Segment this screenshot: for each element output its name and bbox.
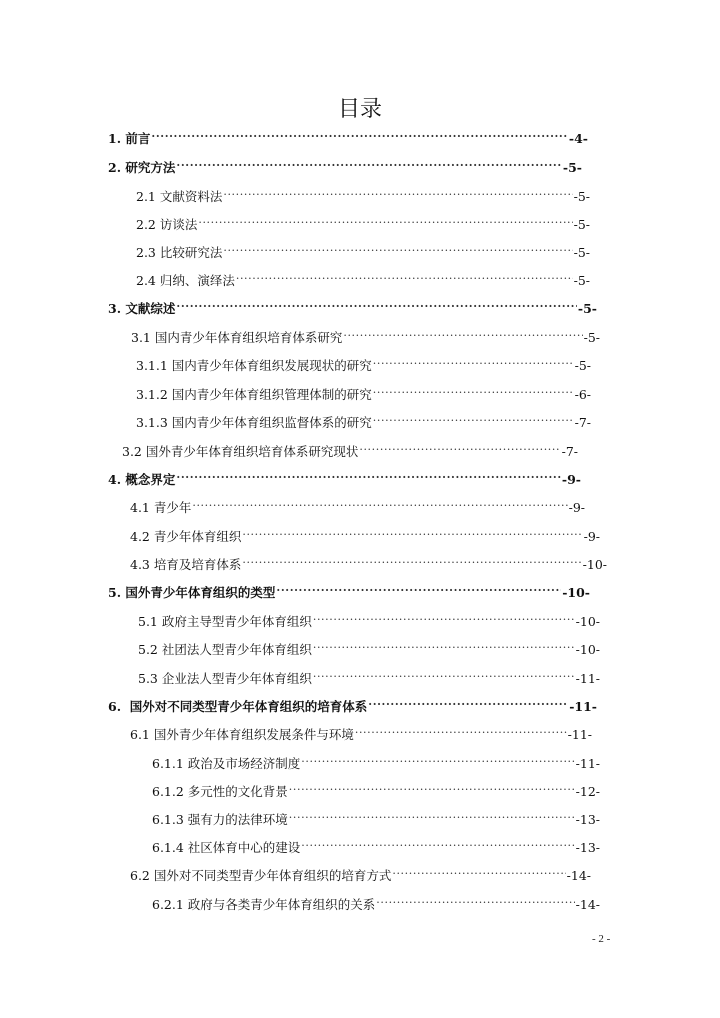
toc-entry-2-4[interactable]	[136, 270, 590, 290]
toc-dot-leader	[392, 865, 565, 885]
toc-dot-leader	[376, 894, 574, 914]
toc-entry-6-2[interactable]	[130, 865, 591, 885]
toc-entry-text: 4.1 青少年	[130, 500, 192, 515]
toc-entry-3-1-1[interactable]	[136, 355, 591, 375]
toc-entry-2-3[interactable]	[136, 242, 590, 262]
toc-entry-page: -14-	[566, 867, 591, 883]
toc-entry-text: 5. 国外青少年体育组织的类型	[108, 585, 276, 600]
toc-entry-page: -10-	[575, 641, 600, 657]
toc-dot-leader	[368, 696, 568, 716]
toc-dot-leader	[313, 668, 575, 688]
toc-entry-5-2[interactable]	[138, 639, 600, 659]
toc-entry-page: -10-	[575, 613, 600, 629]
toc-entry-page: -7-	[574, 414, 591, 430]
toc-entry-text: 3.1.3 国内青少年体育组织监督体系的研究	[136, 415, 372, 430]
toc-dot-leader	[242, 526, 582, 546]
toc-entry-5-1[interactable]	[138, 611, 600, 631]
toc-entry-page: -11-	[575, 755, 600, 771]
toc-entry-page: -9-	[561, 471, 581, 487]
toc-entry-3-2[interactable]	[122, 441, 578, 461]
toc-dot-leader	[192, 497, 567, 517]
toc-entry-4-2[interactable]	[130, 526, 600, 546]
toc-dot-leader	[373, 384, 574, 404]
toc-entry-text: 5.2 社团法人型青少年体育组织	[138, 642, 312, 657]
toc-entry-3[interactable]	[108, 298, 597, 318]
toc-entry-page: -13-	[575, 839, 600, 855]
toc-entry-text: 2.2 访谈法	[136, 217, 198, 232]
toc-entry-text: 5.1 政府主导型青少年体育组织	[138, 614, 312, 629]
toc-entry-page: -5-	[562, 159, 582, 175]
toc-entry-page: -11-	[567, 726, 592, 742]
toc-entry-2[interactable]	[108, 157, 582, 177]
toc-entry-6-1-2[interactable]	[152, 781, 600, 801]
toc-entry-text: 6.1 国外青少年体育组织发展条件与环境	[130, 727, 354, 742]
toc-entry-6-2-1[interactable]	[152, 894, 600, 914]
toc-entry-3-1[interactable]	[131, 327, 600, 347]
toc-entry-text: 6. 国外对不同类型青少年体育组织的培育体系	[108, 699, 368, 714]
toc-entry-page: -4-	[568, 130, 588, 146]
toc-entry-3-1-3[interactable]	[136, 412, 591, 432]
toc-entry-page: -5-	[573, 244, 590, 260]
page-title: 目录	[337, 97, 382, 122]
toc-entry-4-3[interactable]	[130, 554, 607, 574]
toc-entry-page: -5-	[574, 357, 591, 373]
toc-entry-6-1-4[interactable]	[152, 837, 600, 857]
toc-dot-leader	[176, 298, 577, 318]
toc-entry-text: 3.1.1 国内青少年体育组织发展现状的研究	[136, 358, 372, 373]
toc-dot-leader	[276, 582, 561, 602]
toc-entry-text: 2.1 文献资料法	[136, 189, 223, 204]
toc-entry-text: 1. 前言	[108, 131, 151, 146]
toc-entry-page: -5-	[577, 300, 597, 316]
toc-entry-page: -5-	[583, 329, 600, 345]
toc-entry-page: -6-	[574, 386, 591, 402]
toc-entry-text: 6.1.3 强有力的法律环境	[152, 812, 288, 827]
toc-entry-5[interactable]	[108, 582, 590, 602]
toc-entry-page: -11-	[575, 670, 600, 686]
toc-dot-leader	[343, 327, 582, 347]
toc-entry-text: 2.3 比较研究法	[136, 245, 223, 260]
toc-entry-6[interactable]	[108, 696, 597, 716]
toc-dot-leader	[223, 242, 572, 262]
toc-entry-page: -14-	[575, 896, 600, 912]
toc-dot-leader	[301, 753, 574, 773]
toc-entry-text: 4. 概念界定	[108, 472, 176, 487]
toc-entry-5-3[interactable]	[138, 668, 600, 688]
toc-entry-page: -12-	[575, 783, 600, 799]
toc-entry-page: -5-	[573, 188, 590, 204]
toc-entry-text: 2. 研究方法	[108, 160, 176, 175]
toc-dot-leader	[198, 214, 572, 234]
toc-dot-leader	[242, 554, 581, 574]
toc-dot-leader	[176, 469, 561, 489]
toc-dot-leader	[373, 412, 574, 432]
toc-entry-3-1-2[interactable]	[136, 384, 591, 404]
toc-entry-text: 3.1.2 国内青少年体育组织管理体制的研究	[136, 387, 372, 402]
toc-entry-4-1[interactable]	[130, 497, 585, 517]
toc-dot-leader	[359, 441, 560, 461]
toc-entry-text: 6.1.1 政治及市场经济制度	[152, 756, 301, 771]
toc-entry-text: 3. 文献综述	[108, 301, 176, 316]
toc-dot-leader	[313, 611, 575, 631]
toc-entry-page: -5-	[573, 272, 590, 288]
toc-entry-text: 6.2 国外对不同类型青少年体育组织的培育方式	[130, 868, 392, 883]
toc-dot-leader	[176, 157, 562, 177]
toc-entry-page: -5-	[573, 216, 590, 232]
toc-entry-page: -10-	[582, 556, 607, 572]
toc-dot-leader	[236, 270, 573, 290]
toc-dot-leader	[289, 809, 575, 829]
toc-dot-leader	[313, 639, 575, 659]
toc-entry-text: 3.2 国外青少年体育组织培育体系研究现状	[122, 444, 359, 459]
toc-entry-page: -11-	[569, 698, 597, 714]
toc-entry-6-1-1[interactable]	[152, 753, 600, 773]
toc-entry-2-2[interactable]	[136, 214, 590, 234]
page-number: - 2 -	[592, 933, 611, 945]
toc-entry-page: -10-	[562, 584, 590, 600]
toc-entry-6-1-3[interactable]	[152, 809, 600, 829]
toc-dot-leader	[223, 186, 572, 206]
toc-dot-leader	[301, 837, 574, 857]
toc-dot-leader	[373, 355, 574, 375]
toc-entry-2-1[interactable]	[136, 186, 590, 206]
toc-entry-page: -9-	[568, 499, 585, 515]
toc-dot-leader	[355, 724, 567, 744]
toc-dot-leader	[289, 781, 575, 801]
toc-entry-text: 5.3 企业法人型青少年体育组织	[138, 671, 312, 686]
toc-entry-page: -13-	[575, 811, 600, 827]
toc-entry-page: -7-	[561, 443, 578, 459]
toc-entry-text: 6.1.2 多元性的文化背景	[152, 784, 288, 799]
toc-entry-text: 6.2.1 政府与各类青少年体育组织的关系	[152, 897, 376, 912]
toc-entry-text: 6.1.4 社区体育中心的建设	[152, 840, 301, 855]
toc-dot-leader	[151, 128, 568, 148]
toc-entry-text: 4.2 青少年体育组织	[130, 529, 242, 544]
toc-entry-4[interactable]	[108, 469, 581, 489]
toc-entry-text: 3.1 国内青少年体育组织培育体系研究	[131, 330, 343, 345]
toc-entry-text: 4.3 培育及培育体系	[130, 557, 242, 572]
toc-entry-text: 2.4 归纳、演绎法	[136, 273, 235, 288]
toc-entry-6-1[interactable]	[130, 724, 592, 744]
toc-entry-page: -9-	[583, 528, 600, 544]
toc-entry-1[interactable]	[108, 128, 588, 148]
